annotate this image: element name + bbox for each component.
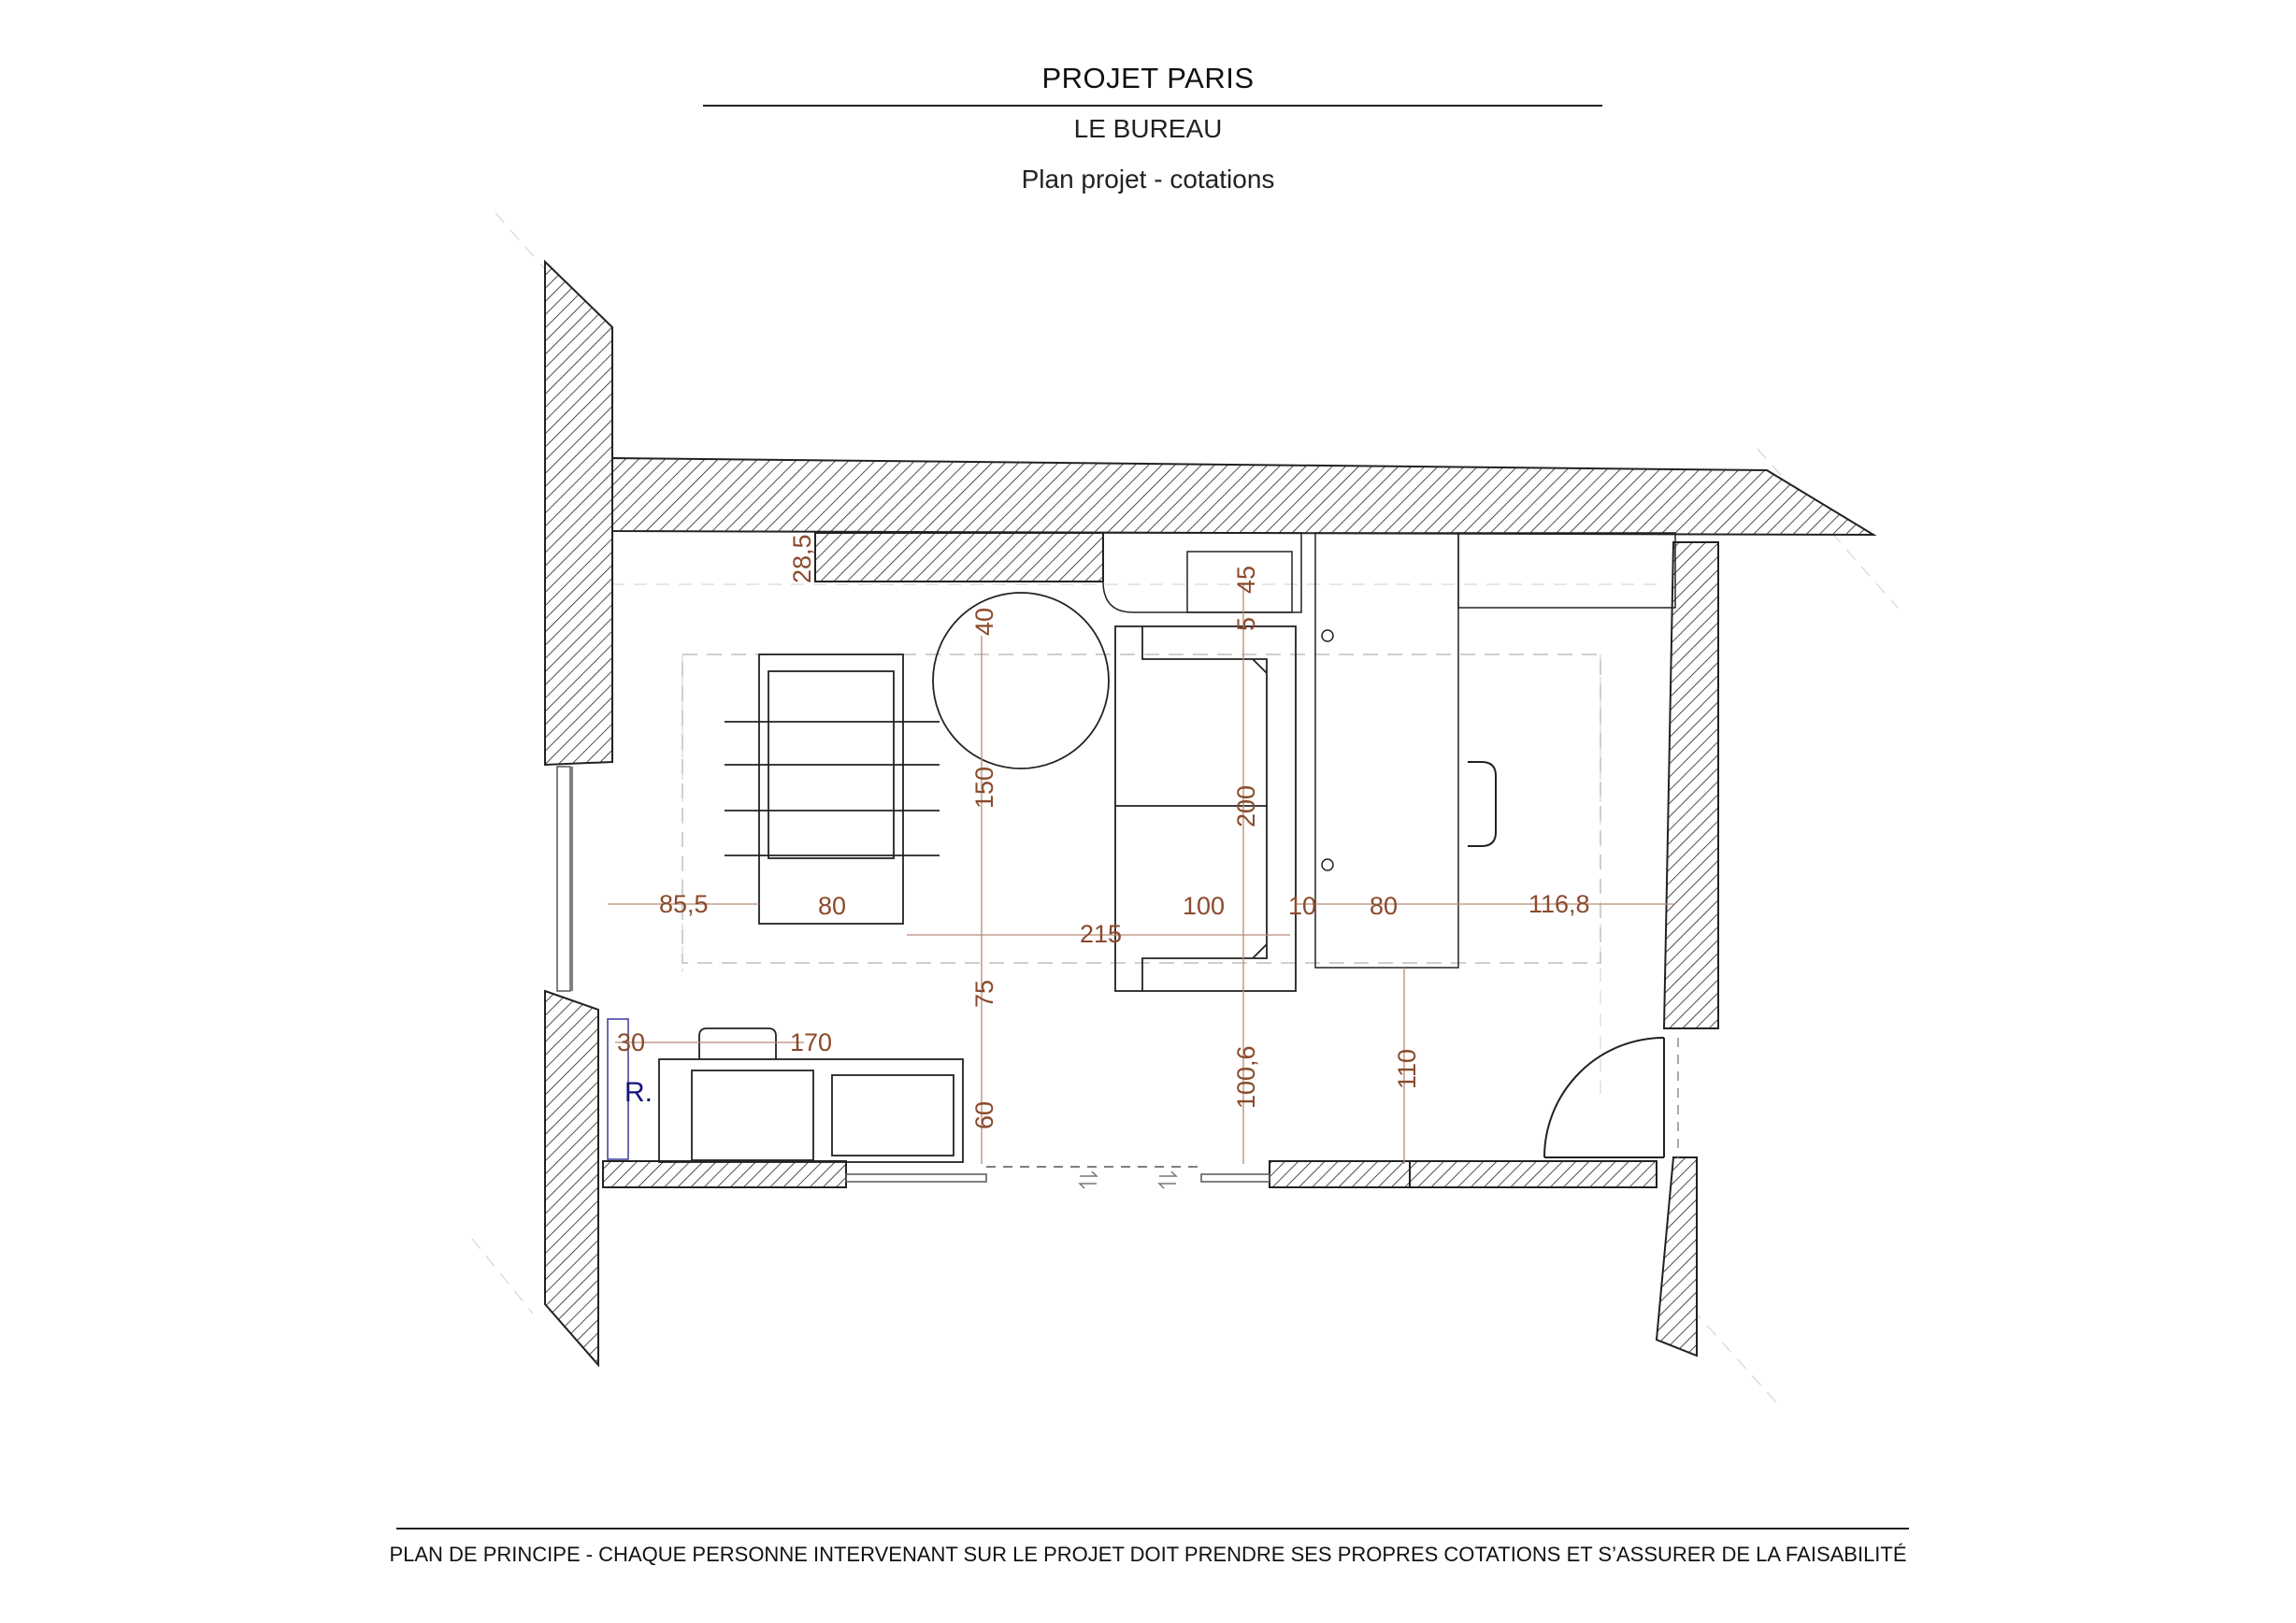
bottom-window-right [1201, 1174, 1270, 1182]
dim-desk-to-wall: 110 [1393, 1048, 1421, 1089]
bottom-wall-right [1410, 1161, 1657, 1187]
right-wall-upper [1664, 542, 1718, 1028]
dim-sofa-to-wall: 100,6 [1232, 1045, 1260, 1109]
dim-sofa-desk-gap: 10 [1288, 892, 1317, 920]
plan-subtitle: Plan projet - cotations [1021, 165, 1275, 194]
dimension-lines [608, 584, 1673, 1164]
windows [557, 767, 1270, 1182]
dim-radiator-offset: 30 [617, 1028, 646, 1056]
bottom-wall-mid [1270, 1161, 1410, 1187]
desk-chair [1468, 762, 1496, 846]
disclaimer-note: PLAN DE PRINCIPE - CHAQUE PERSONNE INTERVENANT SUR LE PROJET DOIT PRENDRE SES PROPRES COTATIONS ET S’ASSURER DE LA FAISABILITÉ [389, 1543, 1907, 1566]
dim-bench-length: 170 [790, 1028, 833, 1056]
footer-divider [396, 1528, 1909, 1530]
door [1544, 1038, 1678, 1157]
dim-gap: 5 [1232, 616, 1260, 631]
dim-right-clearance: 116,8 [1528, 890, 1590, 918]
dim-bench-depth: 60 [970, 1100, 998, 1129]
left-wall-lower [545, 991, 598, 1365]
dim-sofa-width: 100 [1183, 892, 1226, 920]
round-table [933, 593, 1109, 768]
shelf-unit [725, 654, 940, 924]
dim-rug-width: 215 [1080, 920, 1123, 948]
dim-desk-width: 80 [1370, 892, 1399, 920]
dim-cabinet-depth: 45 [1232, 565, 1260, 594]
bottom-window-left [846, 1174, 986, 1182]
dim-rug-depth: 150 [970, 766, 998, 809]
bottom-wall-left [603, 1161, 846, 1187]
top-wall-bench [815, 533, 1103, 582]
project-title: PROJET PARIS [1041, 62, 1255, 94]
dim-sofa-length: 200 [1232, 784, 1260, 827]
dim-shelf-width: 80 [818, 892, 847, 920]
dim-top-offset: 28,5 [788, 534, 816, 583]
dim-left-clearance: 85,5 [659, 890, 709, 918]
left-wall-upper [545, 262, 612, 765]
walls [545, 262, 1873, 1365]
dim-passage: 75 [970, 979, 998, 1008]
top-wall [612, 458, 1873, 535]
sofa [1115, 626, 1296, 991]
radiator-label: R. [624, 1077, 653, 1108]
sliding-arrows [1080, 1171, 1176, 1188]
dim-circle-depth: 40 [970, 607, 998, 636]
left-window [557, 767, 570, 991]
room-name: LE BUREAU [1073, 114, 1223, 143]
right-wall-lower [1657, 1157, 1697, 1356]
